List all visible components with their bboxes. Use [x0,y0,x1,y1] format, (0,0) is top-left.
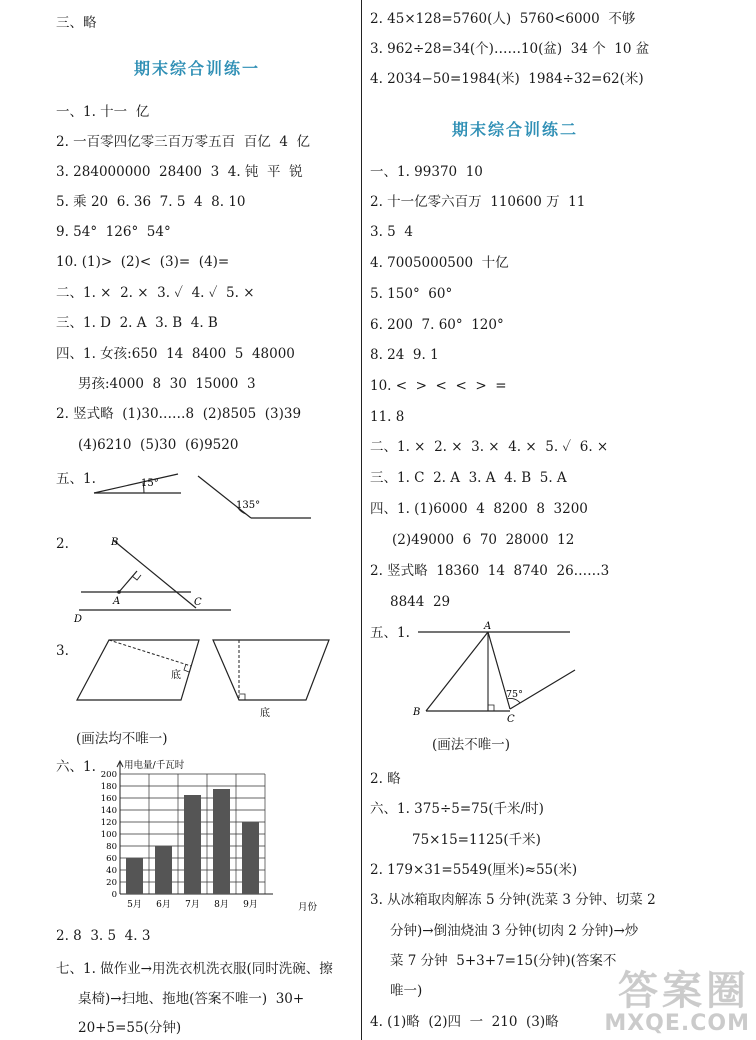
angle-label-15: 15° [141,478,159,489]
answer-line: 菜 7 分钟 5+3+7=15(分钟)(答案不 [390,953,617,969]
chart-xtick-label: 5月 [127,900,142,910]
parallel-lines-figure [71,534,241,624]
answer-line: 一、1. 十一 亿 [56,104,150,120]
electricity-bar-chart [86,756,356,916]
chart-xtick-label: 7月 [185,900,200,910]
answer-line: 10. < > < < > = [370,378,507,394]
right-column [370,0,750,1040]
answer-line: 2. 一百零四亿零三百万零五百 百亿 4 亿 [56,134,311,150]
chart-ytick-label: 120 [100,818,117,828]
answer-line: 2. 竖式略 18360 14 8740 26……3 [370,563,610,579]
answer-line: 四、1. 女孩:650 14 8400 5 48000 [56,346,295,362]
answer-line: 七、1. 做作业→用洗衣机洗衣服(同时洗碗、擦 [56,961,333,977]
answer-line: 四、1. (1)6000 4 8200 8 3200 [370,501,588,517]
chart-ytick-label: 200 [100,770,117,780]
answer-line: 10. (1)> (2)< (3)= (4)= [56,254,230,270]
point-label-a: A [113,596,121,607]
column-divider [361,0,362,1040]
chart-ytick-label: 140 [100,806,117,816]
answer-line: 桌椅)→扫地、拖地(答案不唯一) 30+ [78,991,305,1007]
answer-line: 3. [56,643,69,659]
answer-line: 六、1. [56,759,96,775]
chart-ylabel: 用电量/千瓦时 [124,760,185,771]
answer-line: 分钟)→倒油烧油 3 分钟(切肉 2 分钟)→炒 [390,923,639,939]
left-column [56,0,356,1040]
answer-line: 4. 2034−50=1984(米) 1984÷32=62(米) [370,71,644,87]
chart-bar [242,822,259,894]
section-title-1: 期末综合训练一 [134,59,261,78]
answer-line: (4)6210 (5)30 (6)9520 [78,437,239,453]
answer-line: 3. 284000000 28400 3 4. 钝 平 锐 [56,164,303,180]
answer-line: 男孩:4000 8 30 15000 3 [78,376,256,392]
height-figures [71,634,341,724]
chart-xtick-label: 8月 [214,900,229,910]
base-label-1: 底 [171,670,181,681]
answer-line: 2. 十一亿零六百万 110600 万 11 [370,194,586,210]
chart-ytick-label: 100 [100,830,117,840]
answer-line: 2. [56,536,69,552]
chart-bar [126,858,143,894]
point-label-c: C [194,597,202,608]
answer-line: 2. 179×31=5549(厘米)≈55(米) [370,862,578,878]
chart-ytick-label: 40 [106,866,117,876]
chart-ytick-label: 160 [100,794,117,804]
answer-line: 三、1. D 2. A 3. B 4. B [56,315,218,331]
answer-line: 2. 竖式略 (1)30……8 (2)8505 (3)39 [56,406,302,422]
answer-line: 五、1. [56,471,96,487]
chart-xtick-label: 6月 [156,900,171,910]
angle-label-75: 75° [506,689,523,700]
answer-line: 8844 29 [390,594,451,610]
angle-figures [86,466,326,526]
answer-line: 二、1. × 2. × 3. ✓ 4. ✓ 5. × [56,285,255,301]
chart-ytick-label: 180 [100,782,117,792]
chart-ytick-label: 60 [106,854,117,864]
chart-ytick-label: 80 [106,842,117,852]
answer-line: 二、1. × 2. × 3. × 4. × 5. ✓ 6. × [370,439,609,455]
answer-line: 6. 200 7. 60° 120° [370,317,504,333]
answer-line: 三、1. C 2. A 3. A 4. B 5. A [370,470,567,486]
answer-line: 2. 略 [370,771,401,787]
chart-bar [184,795,201,894]
answer-line: 3. 962÷28=34(个)……10(盆) 34 个 10 盆 [370,41,650,57]
line-san-lue: 三、略 [56,15,97,31]
note-line: (画法不唯一) [432,737,511,753]
answer-line: 4. 7005000500 十亿 [370,255,509,271]
watermark-logo: 答案圈 MXQE.COM [604,968,750,1036]
answer-line: 5. 150° 60° [370,286,453,302]
answer-line: 一、1. 99370 10 [370,164,483,180]
answer-line: 3. 从冰箱取肉解冻 5 分钟(洗菜 3 分钟、切菜 2 [370,892,656,908]
base-label-2: 底 [260,708,270,719]
chart-ytick-label: 0 [111,890,117,900]
point-label-b: B [111,537,119,548]
note-line: (画法均不唯一) [76,731,168,747]
answer-line: 3. 5 4 [370,224,413,240]
angle-label-135: 135° [236,500,261,511]
answer-line: 2. 45×128=5760(人) 5760<6000 不够 [370,11,636,27]
answer-line: 8. 24 9. 1 [370,347,439,363]
answer-line: 11. 8 [370,409,405,425]
point-label-d: D [74,614,83,624]
answer-line: 五、1. [370,625,410,641]
chart-bar [213,789,230,894]
point-label-c: C [507,714,515,725]
triangle-height-figure [410,620,590,725]
answer-line: 4. (1)略 (2)四 一 210 (3)略 [370,1014,559,1030]
answer-line: (2)49000 6 70 28000 12 [392,532,575,548]
answer-line: 唯一) [390,983,423,999]
point-label-b: B [413,707,421,718]
section-title-2: 期末综合训练二 [452,120,579,139]
chart-bar [155,846,172,894]
answer-line: 20+5=55(分钟) [78,1020,182,1036]
chart-ytick-label: 20 [106,878,117,888]
answer-line: 5. 乘 20 6. 36 7. 5 4 8. 10 [56,194,246,210]
answer-line: 75×15=1125(千米) [412,832,541,848]
answer-line: 9. 54° 126° 54° [56,224,171,240]
chart-xtick-label: 9月 [243,900,258,910]
answer-line: 六、1. 375÷5=75(千米/时) [370,801,544,817]
point-label-a: A [484,621,492,632]
answer-line: 2. 8 3. 5 4. 3 [56,928,151,944]
chart-xlabel: 月份 [298,902,318,913]
